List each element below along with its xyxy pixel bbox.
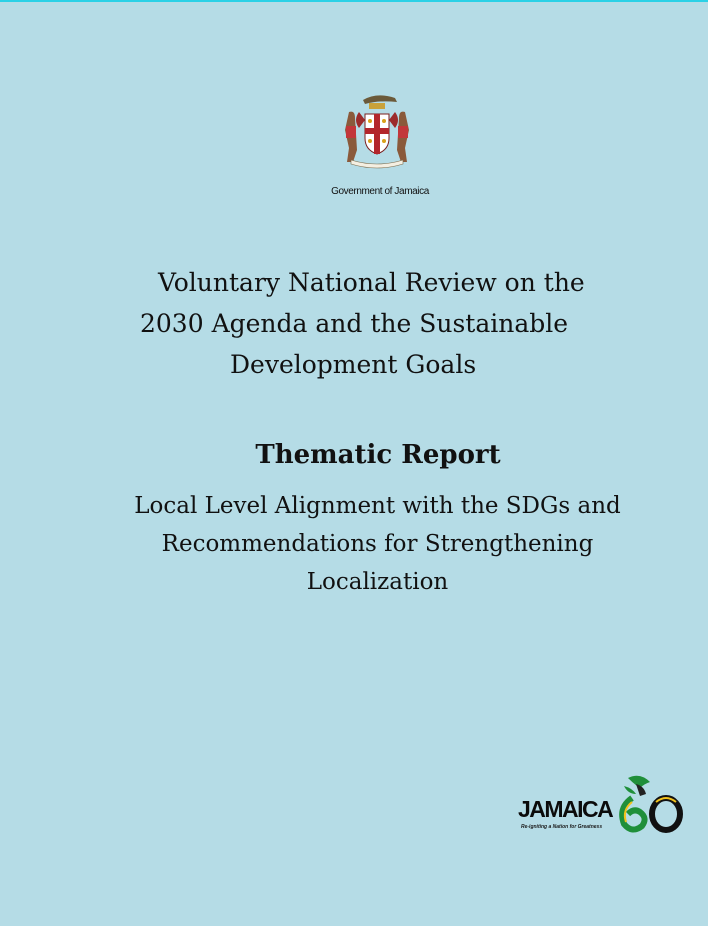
title-line-2: 2030 Agenda and the Sustainable xyxy=(140,309,569,338)
logo-tagline: Re-igniting a Nation for Greatness xyxy=(521,824,603,830)
report-subtitle xyxy=(110,487,645,601)
subtitle-line-2: Recommendations for Strengthening xyxy=(161,531,594,557)
jamaica-60-logo xyxy=(515,772,695,838)
government-label: Government of Jamaica xyxy=(331,186,429,197)
title-line-1: Voluntary National Review on the xyxy=(158,268,585,297)
top-border xyxy=(0,0,708,2)
subtitle-line-1: Local Level Alignment with the SDGs and xyxy=(134,493,621,519)
hummingbird-60-icon xyxy=(610,772,690,838)
report-title xyxy=(120,262,620,385)
coat-of-arms-icon xyxy=(335,90,419,170)
logo-wordmark: JAMAICA xyxy=(518,796,613,822)
subtitle-line-3: Localization xyxy=(306,569,449,595)
thematic-report-heading: Thematic Report xyxy=(255,440,501,470)
title-line-3: Development Goals xyxy=(230,350,477,379)
